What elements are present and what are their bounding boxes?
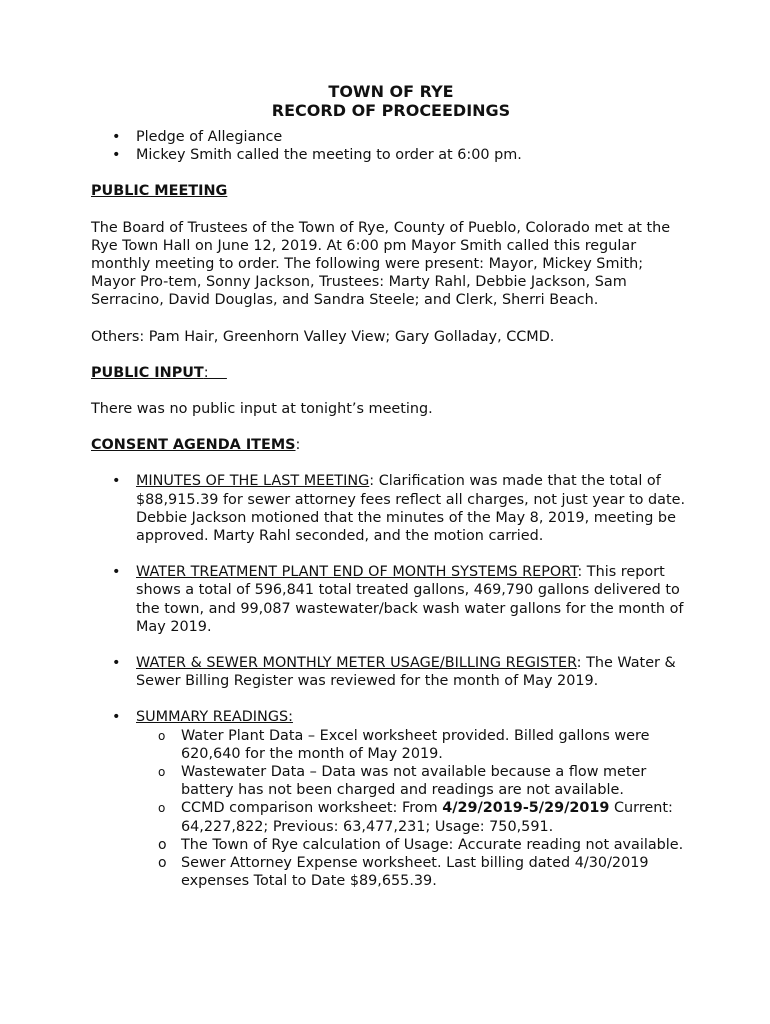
others-present: Others: Pam Hair, Greenhorn Valley View; Gary Golladay, CCMD. [91,328,555,345]
agenda-item-text: : Clarification was made that the total of $88,915.39 for sewer attorney fees reflect all charges, not just year to date. Debbie Jackson motioned that the minutes of the May 8, 2019, meeting be approved. Marty Rahl seconded, and the motion carried. [136,473,686,545]
opening-list [91,128,691,164]
public-meeting-paragraph: The Board of Trustees of the Town of Rye, County of Pueblo, Colorado met at the Rye Town Hall on June 12, 2019. At 6:00 pm Mayor Smith called this regular monthly meeting to order. The following were present: Mayor, Mickey Smith; Mayor Pro-tem, Sonny Jackson, Trustees: Marty Rahl, Debbie Jackson, Sam Serracino, David Douglas, and Sandra Steele; and Clerk, Sherri Beach. [91,219,671,309]
list-item: o Wastewater Data – Data was not available because a flow meter battery has not been charged and readings are not available. [136,763,691,799]
agenda-item-text: : This report shows a total of 596,841 total treated gallons, 469,790 gallons delivered to the town, and 99,087 wastewater/back wash water gallons for the month of May 2019. [136,564,684,635]
document-header [91,82,691,120]
public-meeting-heading: PUBLIC MEETING [91,183,228,200]
agenda-item-title: SUMMARY READINGS: [136,709,293,726]
list-item: • Pledge of Allegiance [91,128,691,146]
record-title: RECORD OF PROCEEDINGS [271,101,511,120]
list-item: o The Town of Rye calculation of Usage: Accurate reading not available. [136,836,691,854]
list-item: o Sewer Attorney Expense worksheet. Last billing dated 4/30/2019 expenses Total to Date $89,655.39. [136,854,691,890]
list-item: o CCMD comparison worksheet: From 4/29/2019-5/29/2019 Current: 64,227,822; Previous: 63,477,231; Usage: 750,591. [136,799,691,835]
consent-agenda-heading: CONSENT AGENDA ITEMS: [91,437,301,454]
consent-agenda-list [91,472,691,890]
summary-readings-list [136,727,691,891]
agenda-item-billing-register [91,654,691,690]
public-input-heading: PUBLIC INPUT: [91,364,227,381]
list-item: • Mickey Smith called the meeting to order at 6:00 pm. [91,146,691,164]
town-title: TOWN OF RYE [328,82,454,101]
document-page [91,82,691,891]
agenda-item-minutes [91,472,691,545]
public-input-text: There was no public input at tonight’s meeting. [91,401,433,418]
agenda-item-water-treatment [91,563,691,636]
ccmd-date-range: 4/29/2019-5/29/2019 [442,800,610,817]
agenda-item-title: WATER & SEWER MONTHLY METER USAGE/BILLING REGISTER [136,655,577,672]
agenda-item-text: : The Water & Sewer Billing Register was reviewed for the month of May 2019. [136,655,676,690]
list-item: o Water Plant Data – Excel worksheet provided. Billed gallons were 620,640 for the month of May 2019. [136,727,691,763]
agenda-item-title: WATER TREATMENT PLANT END OF MONTH SYSTEMS REPORT [136,564,578,581]
agenda-item-title: MINUTES OF THE LAST MEETING [136,473,370,490]
agenda-item-summary-readings [91,708,691,890]
